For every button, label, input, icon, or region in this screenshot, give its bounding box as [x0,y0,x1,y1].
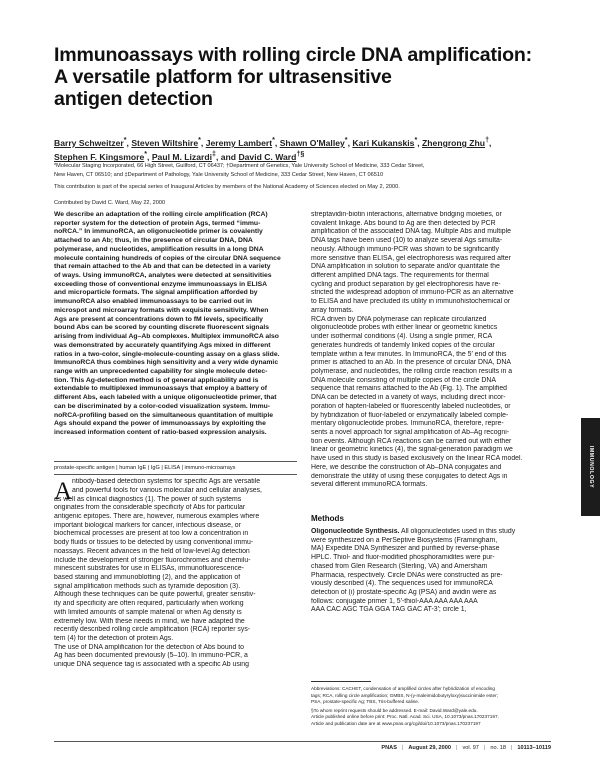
body-line: demonstrate the utility of using these conjugates to detect Ags in [311,472,508,480]
abstract-line: noRCA-profiling based on the simultaneous quantitation of multiple [54,411,274,419]
intro-line: unique DNA sequence tag is associated with a specific Ab using [54,661,249,669]
abstract-line: ImmunoRCA thus combines high sensitivity and a very wide dynamic [54,359,279,367]
issue-date: August 29, 2000 [408,745,451,751]
body-line: DNA molecule consisting of multiple copies of the circle DNA [311,376,496,384]
abstract-line: microspot and microarray formats with exquisite sensitivity. When [54,306,269,314]
footnote-line: Abbreviations: CACHET, condensation of amplified circles after hybridization of encoding [311,686,495,691]
footnote-rule [311,681,371,682]
volume: vol. 97 [462,745,479,751]
intro-line: extremely low. With these needs in mind, we have adapted the [54,617,245,625]
intro-line: with limited amounts of sample material or when Ag density is [54,608,242,616]
abstract-line: exceeding those of conventional enzyme immunoassays in ELISA [54,280,268,288]
special-series-note: This contribution is part of the special series of Inaugural Articles by members of the National Academy of Sciences elected on May 2, 2000. [54,184,400,190]
methods-line: viously described (4). The sequences used for immunoRCA [311,580,493,588]
methods-line: were synthesized on a PerSeptive Biosystems (Framingham, [311,536,498,544]
abstract-line: Ags should expand the power of immunoassays by exploiting the [54,420,266,428]
body-line: RCA driven by DNA polymerase can replicate circularized [311,315,487,323]
body-line: amplification of the associated DNA tag. Multiple Abs and multiple [311,228,511,236]
abstract-line: that remain attached to the Ab and that can be detected in a variety [54,263,271,271]
body-line: DNA can be detected in a variety of ways, including direct incor- [311,394,506,402]
body-line: linear or geometric kinetics (4), the signal-generation paradigm we [311,446,513,454]
title-line: Immunoassays with rolling circle DNA amplification: [54,44,532,66]
article-title [54,44,554,110]
abstract-line: and microparticle formats. The signal amplification afforded by [54,289,258,297]
side-tab-label: IMMUNOLOGY [587,445,594,489]
right-column-body [311,211,551,490]
abstract [54,211,297,438]
body-line: different amplified DNA tags. The requirements for thermal [311,272,489,280]
author-link[interactable]: Stephen F. Kingsmore [54,152,145,163]
body-line: primer is attached to an Ab. In the presence of circular DNA, DNA [311,359,511,367]
footnote-line: tags; RCA, rolling circle amplification; GMBS, N-(γ-maleimidobutyryloxy)succinimide ester; [311,692,499,698]
footnote-line: Article published online before print: Proc. Natl. Acad. Sci. USA, 10.1073/pnas.170237197. [311,714,499,719]
footnote-line: §To whom reprint requests should be addressed. E-mail: David.Ward@yale.edu. [311,707,478,713]
footnotes [311,686,551,727]
methods-first-line [311,528,551,537]
methods-subheading: Oligonucleotide Synthesis. [311,528,400,535]
intro-line: as well as clinical diagnostics (1). The power of such systems [54,495,242,503]
intro-first-lines [54,478,297,495]
author-sup: ‡ [212,150,216,159]
body-line: polymerase, and nucleotides, the rolling circle reaction results in a [311,367,513,375]
author-link[interactable]: Steven Wiltshire [131,137,199,148]
body-line: tion events. Although RCA reactions can be carried out with either [311,437,512,445]
body-line: by hybridization of fluor-labeled or enzymatically labeled comple- [311,411,509,419]
author-list [54,135,554,164]
author-sup: * [198,136,201,144]
author-link[interactable]: Barry Schweitzer [54,137,124,148]
author-sup: * [414,136,418,144]
keywords: prostate-specific antigen | human IgE | IgG | ELISA | immuno-microarrays [54,465,236,471]
author-link[interactable]: Kari Kukanskis [352,137,415,148]
title-line: antigen detection [54,88,213,110]
author-link[interactable]: David C. Ward [238,152,297,163]
body-line: more sensitive than ELISA, gel electrophoresis was required after [311,254,511,262]
intro-line: ntibody-based detection systems for specific Ags are versatile [72,478,261,485]
body-line: covalent linkage. Abs bound to Ag are then detected by PCR [311,219,496,227]
abstract-line: Ags are present at concentrations down to fM levels, specifically [54,315,263,323]
title-line: A versatile platform for ultrasensitive [54,66,392,88]
intro-line: and powerful tools for various molecular and cellular analyses, [72,486,262,494]
affiliation-line: New Haven, CT 06510; and ‡Department of Pathology, Yale University School of Medicine, 333 Cedar Street, New Haven, CT 06510 [54,171,384,178]
intro-line: tem (4) for the detection of protein Ags. [54,635,174,642]
body-line: under isothermal conditions (4). Using a single primer, RCA [311,333,493,341]
intro-line: based staining and immunoblotting (2), and the application of [54,573,241,581]
drop-cap: A [54,478,73,505]
intro-line: minescent substrates for use in ELISAs, immunofluorescence- [54,565,244,573]
body-line: stricted the widespread adoption of immuno-PCR as an alternative [311,289,514,297]
body-line: generates hundreds of tandemly linked copies of the circular [311,341,495,349]
methods-line: chased from Glen Research (Sterling, VA) and Amersham [311,562,488,570]
methods-line: follows: conjugate primer 1, 5′-thiol-AAA AAA AAA AAA [311,597,478,605]
body-line: poration of hapten-labeled or fluorescently labeled nucleotides, or [311,402,511,410]
author-sup: * [144,150,148,159]
intro-line: ity and specificity are often required, particularly when working [54,600,244,608]
introduction [54,496,297,670]
methods-line: detection of (i) prostate-specific Ag (PSA) and avidin were as [311,589,497,597]
affiliation-line: *Molecular Staging Incorporated, 66 High Street, Guilford, CT 06437; †Department of Genetics, Yale University School of Medicine, 333 Cedar Street, [54,163,425,169]
abstract-line: arising from individual Ag–Ab complexes. Multiplex immunoRCA also [54,333,279,341]
methods-body [311,528,551,615]
body-line: neously. Although immuno-PCR was shown to be significantly [311,245,499,253]
author-link[interactable]: Zhengrong Zhu [422,137,486,148]
body-line: cycling and product separation by gel electrophoresis have re- [311,280,501,288]
abstract-line: ratios in a two-color, single-molecule-counting assay on a glass slide. [54,350,280,358]
author-link[interactable]: Shawn O'Malley [279,137,345,148]
page-range: 10113–10119 [517,745,551,751]
intro-line: recently described rolling circle amplification (RCA) reporter sys- [54,626,251,634]
intro-line: antigenic epitopes. There are, however, numerous examples where [54,512,260,520]
methods-line: HPLC. Thiol- and fluor-modified phosphoramidites were pur- [311,554,495,562]
body-line: mentary oligonucleotide probes. ImmunoRCA, therefore, repre- [311,420,504,428]
body-line: have used in this study is based exclusively on the linear RCA model. [311,455,523,463]
body-line: template within a few minutes. In ImmunoRCA, the 5′ end of this [311,350,507,358]
author-link[interactable]: Paul M. Lizardi [151,152,212,163]
abstract-line: was demonstrated by accurately quantifying Ags mixed in different [54,341,271,349]
intro-line: The use of DNA amplification for the detection of Abs bound to [54,643,244,651]
intro-line: noassays. Recent advances in the field of low-level Ag detection [54,547,250,555]
abstract-line: reporter system for the detection of protein Ags, termed “immu- [54,219,261,227]
journal-name: PNAS [381,745,397,751]
intro-line: body fluids or tissues to be detected by using conventional immu- [54,539,254,547]
page-footer: PNAS | August 29, 2000 | vol. 97 | no. 18 | 10113–10119 [381,745,551,751]
body-line: several different immunoRCA formats. [311,481,428,489]
abstract-line: tion. This Ag-detection method is of general applicability and is [54,376,259,384]
body-line: oligonucleotide probes with either linear or geometric kinetics [311,324,498,332]
body-line: sents a novel approach for signal amplification of Ab–Ag recogni- [311,428,510,436]
abstract-line: can be discriminated by a color-coded visualization system. Immu- [54,402,271,410]
methods-line: All oligonucleotides used in this study [399,528,516,535]
methods-heading: Methods [311,514,344,523]
intro-line: biochemical processes are present at too low a concentration in [54,530,249,538]
body-line: DNA amplification in solution to separate and/or quantitate the [311,263,500,271]
intro-line: important biological markers for cancer, infectious disease, or [54,521,241,529]
abstract-line: polymerase, and nucleotides, amplification results in a long DNA [54,245,264,253]
abstract-line: We describe an adaptation of the rolling circle amplification (RCA) [54,211,268,218]
intro-line: Although these techniques can be quite powerful, greater sensitiv- [54,591,256,599]
abstract-line: extendable to multiplexed immunoassays that employ a battery of [54,385,268,393]
author-line-1: Barry Schweitzer*, Steven Wiltshire*, Jeremy Lambert*, Shawn O'Malley*, Kari Kukanskis*, Zhengrong Zhu†, [54,136,492,148]
methods-line: Pharmacia, respectively. Circle DNAs were constructed as pre- [311,571,503,579]
body-line: streptavidin-biotin interactions, alternative bridging moieties, or [311,211,502,218]
keywords-bottom-rule [54,474,297,475]
abstract-line: attached to an Ab; thus, in the presence of circular DNA, DNA [54,237,253,245]
methods-line: AAA CAC AGC TGA GGA TAG GAC AT-3′; circle 1, [311,606,467,614]
abstract-line: different Abs, each labeled with a unique oligonucleotide primer, that [54,394,277,402]
footnote-line: PSA, prostate-specific Ag; TBS, Tris-buffered saline. [311,699,420,704]
intro-line: include the development of stronger fluorochromes and chemilu- [54,556,251,564]
abstract-line: range with an unprecedented capability for single molecule detec- [54,367,268,375]
intro-line: originates from the considerable specificity of Abs for particular [54,504,246,512]
body-line: DNA tags have been used (10) to analyze several Ags simulta- [311,237,503,245]
footnote-line: Article and publication date are at www.pnas.org/cgi/doi/10.1073/pnas.170237197 [311,720,481,726]
footer-rule [54,741,551,742]
intro-line: Ag has been documented previously (5–10). In immuno-PCR, a [54,652,248,660]
abstract-line: of ways. Using immunoRCA, analytes were detected at sensitivities [54,272,272,280]
issue-number: no. 18 [490,745,506,751]
keywords-top-rule [54,461,297,462]
affiliations [54,162,554,180]
author-sup: †§ [296,150,305,159]
abstract-line: noRCA.” In immunoRCA, an oligonucleotide primer is covalently [54,228,263,236]
abstract-line: increased information content of ratio-based expression analysis. [54,428,267,436]
body-line: to ELISA and have precluded its utility in immunohistochemical or [311,298,511,306]
author-link[interactable]: Jeremy Lambert [205,137,273,148]
author-sup: † [485,136,490,144]
author-sup: * [344,136,348,144]
section-side-tab [581,418,600,516]
body-line: Here, we describe the construction of Ab–DNA conjugates and [311,463,502,471]
intro-line: signal amplification methods such as tyramide deposition (3). [54,582,241,590]
author-sup: * [123,136,127,144]
body-line: sequence that remains attached to the Ab (Fig. 1). The amplified [311,385,507,393]
methods-line: MA) Expedite DNA Synthesizer and purified by reverse-phase [311,545,500,553]
abstract-line: bound Abs can be scored by counting discrete fluorescent signals [54,324,270,332]
author-sup: * [272,136,275,144]
contributed-by: Contributed by David C. Ward, May 22, 2000 [54,200,166,206]
body-line: array formats. [311,306,354,314]
abstract-line: molecule containing hundreds of copies of the circular DNA sequence [54,254,281,262]
abstract-line: immunoRCA also enabled immunoassays to be carried out in [54,298,253,306]
author-line-2: Stephen F. Kingsmore*, Paul M. Lizardi‡, and David C. Ward†§ [54,150,305,163]
